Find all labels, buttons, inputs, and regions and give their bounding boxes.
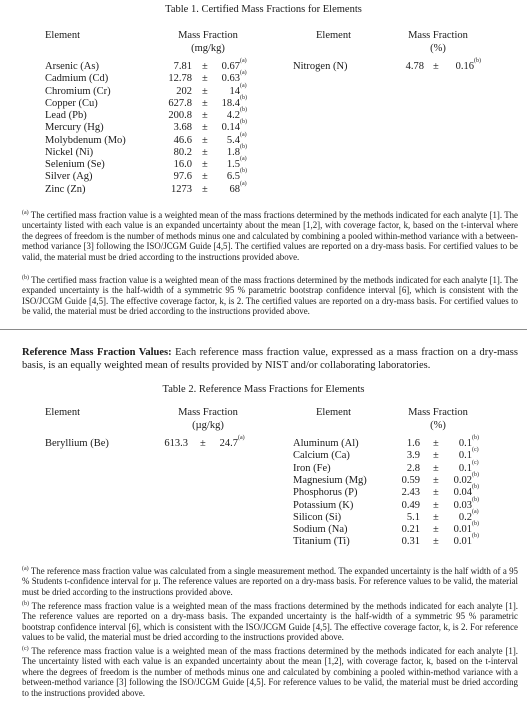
mass-fraction-value: 3.68: [173, 122, 192, 134]
mass-fraction-value: 0.59: [401, 474, 420, 486]
mass-fraction-value: 46.6: [173, 134, 192, 146]
mass-fraction-value: 5.1: [406, 511, 420, 523]
table-row: Zinc (Zn) 1273 ± 68 (a): [45, 180, 247, 195]
mass-fraction-value: 202: [176, 85, 192, 97]
plus-minus-sign: ±: [202, 146, 208, 158]
plus-minus-sign: ±: [202, 183, 208, 195]
mass-fraction-value: 0.21: [401, 524, 420, 536]
element-name: Magnesium (Mg): [293, 474, 367, 486]
table-row: Molybdenum (Mo) 46.6 ± 5.4 (a): [45, 131, 247, 146]
plus-minus-sign: ±: [433, 438, 439, 449]
plus-minus-sign: ±: [202, 122, 208, 134]
mass-fraction-value: 97.6: [173, 171, 192, 183]
element-name: Nitrogen (N): [293, 61, 348, 72]
uncertainty-value: 18.4: [221, 97, 240, 109]
plus-minus-sign: ±: [202, 61, 208, 72]
mass-fraction-value: 16.0: [173, 159, 192, 170]
uncertainty-value: 0.1: [458, 438, 472, 449]
mass-fraction-value: 627.8: [168, 97, 192, 109]
table-row: Potassium (K) 0.49 ± 0.03 (b): [293, 496, 479, 511]
table-row: Sodium (Na) 0.21 ± 0.01 (b): [293, 521, 479, 536]
table-row: Nitrogen (N) 4.78 ± 0.16 (b): [293, 58, 481, 72]
uncertainty-value: 0.14: [221, 122, 240, 134]
table-row: Mercury (Hg) 3.68 ± 0.14 (b): [45, 119, 247, 134]
uncertainty-value: 0.04: [453, 487, 472, 499]
uncertainty-value: 0.03: [453, 499, 472, 511]
uncertainty-value: 0.63: [221, 73, 240, 85]
plus-minus-sign: ±: [202, 85, 208, 97]
mass-fraction-value: 200.8: [168, 110, 192, 121]
table-row: Aluminum (Al) 1.6 ± 0.1 (b): [293, 435, 479, 449]
plus-minus-sign: ±: [202, 159, 208, 170]
table2-col-element: Element: [45, 407, 80, 418]
uncertainty-value: 6.5: [226, 171, 240, 183]
element-name: Cadmium (Cd): [45, 73, 109, 85]
uncertainty-value: 1.8: [226, 146, 240, 158]
element-name: Nickel (Ni): [45, 146, 94, 158]
table-row: Silicon (Si) 5.1 ± 0.2 (a): [293, 508, 479, 523]
plus-minus-sign: ±: [202, 73, 208, 85]
table-row: Beryllium (Be) 613.3 ± 24.7 (a): [45, 435, 245, 449]
table1-footnote-b: $^{(b)}$ The certified mass fraction value is a weighted mean of the mass fractions determined by the methods indicated for each analyte [1]. The expanded uncertainty is the half-width of a symmetric 95 % parametric bootstrap confidence interval [6], which is consistent with the ISO/JCGM Guide [4,5]. The effective coverage factor, k, is 2. The certified values are reported on a dry-mass basis. For certified values to be valid, the material must be dried according to the instructions provided above.: [22, 275, 518, 317]
plus-minus-sign: ±: [433, 524, 439, 536]
plus-minus-sign: ±: [433, 487, 439, 499]
uncertainty-value: 0.67: [221, 61, 240, 72]
element-name: Beryllium (Be): [45, 438, 109, 449]
mass-fraction-value: 1273: [171, 183, 192, 195]
plus-minus-sign: ±: [433, 450, 439, 462]
table2-footnote-c: $^{(c)}$ The reference mass fraction value is a weighted mean of the mass fractions determined by the methods indicated for each analyte [1]. The uncertainty listed with each value is an expanded uncertainty about the mean [1,2], with coverage factor, k, based on the t-interval where the degrees of freedom is the number of methods minus one and calculated by combining a pooled within-method variance with a between-method variance [3] following the ISO/JCGM Guide [4,5]. For reference values to be valid, the material must be dried according to the instructions provided above.: [22, 646, 518, 698]
element-name: Lead (Pb): [45, 110, 87, 121]
mass-fraction-value: 0.49: [401, 499, 420, 511]
plus-minus-sign: ±: [202, 171, 208, 183]
table1-col-unit: (mg/kg): [191, 43, 225, 54]
table2-footnote-b: $^{(b)}$ The reference mass fraction value is a weighted mean of the mass fractions determined by the methods indicated for each analyte [1]. The reference values are reported on a dry-mass basis. The expanded uncertainty is the half-width of a symmetric 95 % parametric bootstrap confidence interval [6], which is consistent with the ISO/JCGM Guide [4,5]. The effective coverage factor, k, is 2. For reference values to be valid, the material must be dried according to the instructions provided above.: [22, 601, 518, 643]
plus-minus-sign: ±: [202, 97, 208, 109]
table2-col-unit-2: (%): [430, 420, 446, 431]
table-row: Magnesium (Mg) 0.59 ± 0.02 (b): [293, 471, 479, 486]
mass-fraction-value: 12.78: [168, 73, 192, 85]
plus-minus-sign: ±: [433, 462, 439, 474]
table-row: Arsenic (As) 7.81 ± 0.67 (a): [45, 58, 247, 72]
plus-minus-sign: ±: [433, 536, 439, 548]
table1-col-element: Element: [45, 30, 80, 41]
mass-fraction-value: 4.78: [405, 61, 424, 72]
table-row: Nickel (Ni) 80.2 ± 1.8 (b): [45, 143, 247, 158]
element-name: Molybdenum (Mo): [45, 134, 126, 146]
element-name: Potassium (K): [293, 499, 354, 511]
uncertainty-value: 0.1: [458, 450, 472, 462]
uncertainty-value: 0.02: [453, 474, 472, 486]
section-divider: [0, 329, 527, 330]
table1-caption: Table 1. Certified Mass Fractions for Elements: [165, 4, 362, 15]
mass-fraction-value: 80.2: [173, 146, 192, 158]
plus-minus-sign: ±: [202, 134, 208, 146]
element-name: Selenium (Se): [45, 159, 105, 170]
mass-fraction-value: 3.9: [406, 450, 420, 462]
uncertainty-value: 0.16: [455, 61, 474, 72]
table-row: Chromium (Cr) 202 ± 14 (a): [45, 82, 247, 97]
plus-minus-sign: ±: [202, 110, 208, 121]
reference-heading: Reference Mass Fraction Values:: [22, 347, 172, 358]
mass-fraction-value: 613.3: [164, 438, 188, 449]
uncertainty-value: 0.01: [453, 536, 472, 548]
uncertainty-value: 24.7: [219, 438, 238, 449]
uncertainty-value: 5.4: [226, 134, 240, 146]
table2-caption: Table 2. Reference Mass Fractions for Elements: [162, 384, 365, 395]
reference-intro: [22, 347, 518, 372]
element-name: Calcium (Ca): [293, 450, 350, 462]
table1-col-unit-2: (%): [430, 43, 446, 54]
element-name: Phosphorus (P): [293, 487, 358, 499]
table-row: Calcium (Ca) 3.9 ± 0.1 (c): [293, 447, 479, 462]
uncertainty-value: 0.2: [458, 511, 472, 523]
table-row: Iron (Fe) 2.8 ± 0.1 (c): [293, 459, 479, 474]
table2-col-element-2: Element: [316, 407, 351, 418]
element-name: Mercury (Hg): [45, 122, 104, 134]
table-row: Phosphorus (P) 2.43 ± 0.04 (b): [293, 484, 479, 499]
element-name: Silicon (Si): [293, 511, 342, 523]
element-name: Titanium (Ti): [293, 536, 350, 548]
table1-col-mass-fraction-2: Mass Fraction: [408, 30, 468, 41]
uncertainty-value: 0.01: [453, 524, 472, 536]
table2-col-mass-fraction: Mass Fraction: [178, 407, 238, 418]
element-name: Copper (Cu): [45, 97, 98, 109]
uncertainty-value: 14: [229, 85, 240, 97]
uncertainty-value: 0.1: [458, 462, 472, 474]
table2-footnote-a: $^{(a)}$ The reference mass fraction value was calculated from a single measurement method. The expanded uncertainty is the half width of a 95 % Students t-confidence interval for µ. The reference values are reported on a dry-mass basis. For reference values to be valid, the material must be dried according to the instructions provided above.: [22, 566, 518, 597]
element-name: Silver (Ag): [45, 171, 93, 183]
element-name: Sodium (Na): [293, 524, 348, 536]
table1-col-mass-fraction: Mass Fraction: [178, 30, 238, 41]
uncertainty-value: 68: [229, 183, 240, 195]
table-row: Titanium (Ti) 0.31 ± 0.01 (b): [293, 533, 479, 548]
element-name: Iron (Fe): [293, 462, 331, 474]
plus-minus-sign: ±: [433, 474, 439, 486]
table2-col-unit: (µg/kg): [192, 420, 224, 431]
table-row: Silver (Ag) 97.6 ± 6.5 (b): [45, 168, 247, 183]
table-row: Copper (Cu) 627.8 ± 18.4 (b): [45, 94, 247, 109]
element-name: Chromium (Cr): [45, 85, 111, 97]
mass-fraction-value: 0.31: [401, 536, 420, 548]
plus-minus-sign: ±: [433, 511, 439, 523]
mass-fraction-value: 2.43: [401, 487, 420, 499]
table-row: Selenium (Se) 16.0 ± 1.5 (a): [45, 156, 247, 170]
element-name: Arsenic (As): [45, 61, 99, 72]
table-row: Lead (Pb) 200.8 ± 4.2 (b): [45, 107, 247, 121]
table2-col-mass-fraction-2: Mass Fraction: [408, 407, 468, 418]
table1-footnote-a: $^{(a)}$ The certified mass fraction value is a weighted mean of the mass fractions determined by the methods indicated for each analyte [1]. The uncertainty listed with each value is an expanded uncertainty about the mean [1,2], with coverage factor, k, based on the t-interval where the degrees of freedom is the number of methods minus one and calculated by combining a pooled within-method variance with a between-method variance [3] following the ISO/JCGM Guide [4,5]. The certified values are reported on a dry-mass basis. For certified values to be valid, the material must be dried according to the instructions provided above.: [22, 210, 519, 262]
table-row: Cadmium (Cd) 12.78 ± 0.63 (a): [45, 70, 247, 85]
element-name: Zinc (Zn): [45, 183, 86, 195]
table1-col-element-2: Element: [316, 30, 351, 41]
uncertainty-value: 1.5: [226, 159, 240, 170]
mass-fraction-value: 1.6: [406, 438, 420, 449]
uncertainty-value: 4.2: [226, 110, 240, 121]
reference-text: Each reference mass fraction value, expressed as a mass fraction on a dry-mass basis, is an equally weighted mean of results provided by NIST and/or collaborating laboratories.: [22, 347, 518, 371]
mass-fraction-value: 2.8: [406, 462, 420, 474]
plus-minus-sign: ±: [433, 499, 439, 511]
mass-fraction-value: 7.81: [173, 61, 192, 72]
plus-minus-sign: ±: [433, 61, 439, 72]
element-name: Aluminum (Al): [293, 438, 359, 449]
plus-minus-sign: ±: [200, 438, 206, 449]
